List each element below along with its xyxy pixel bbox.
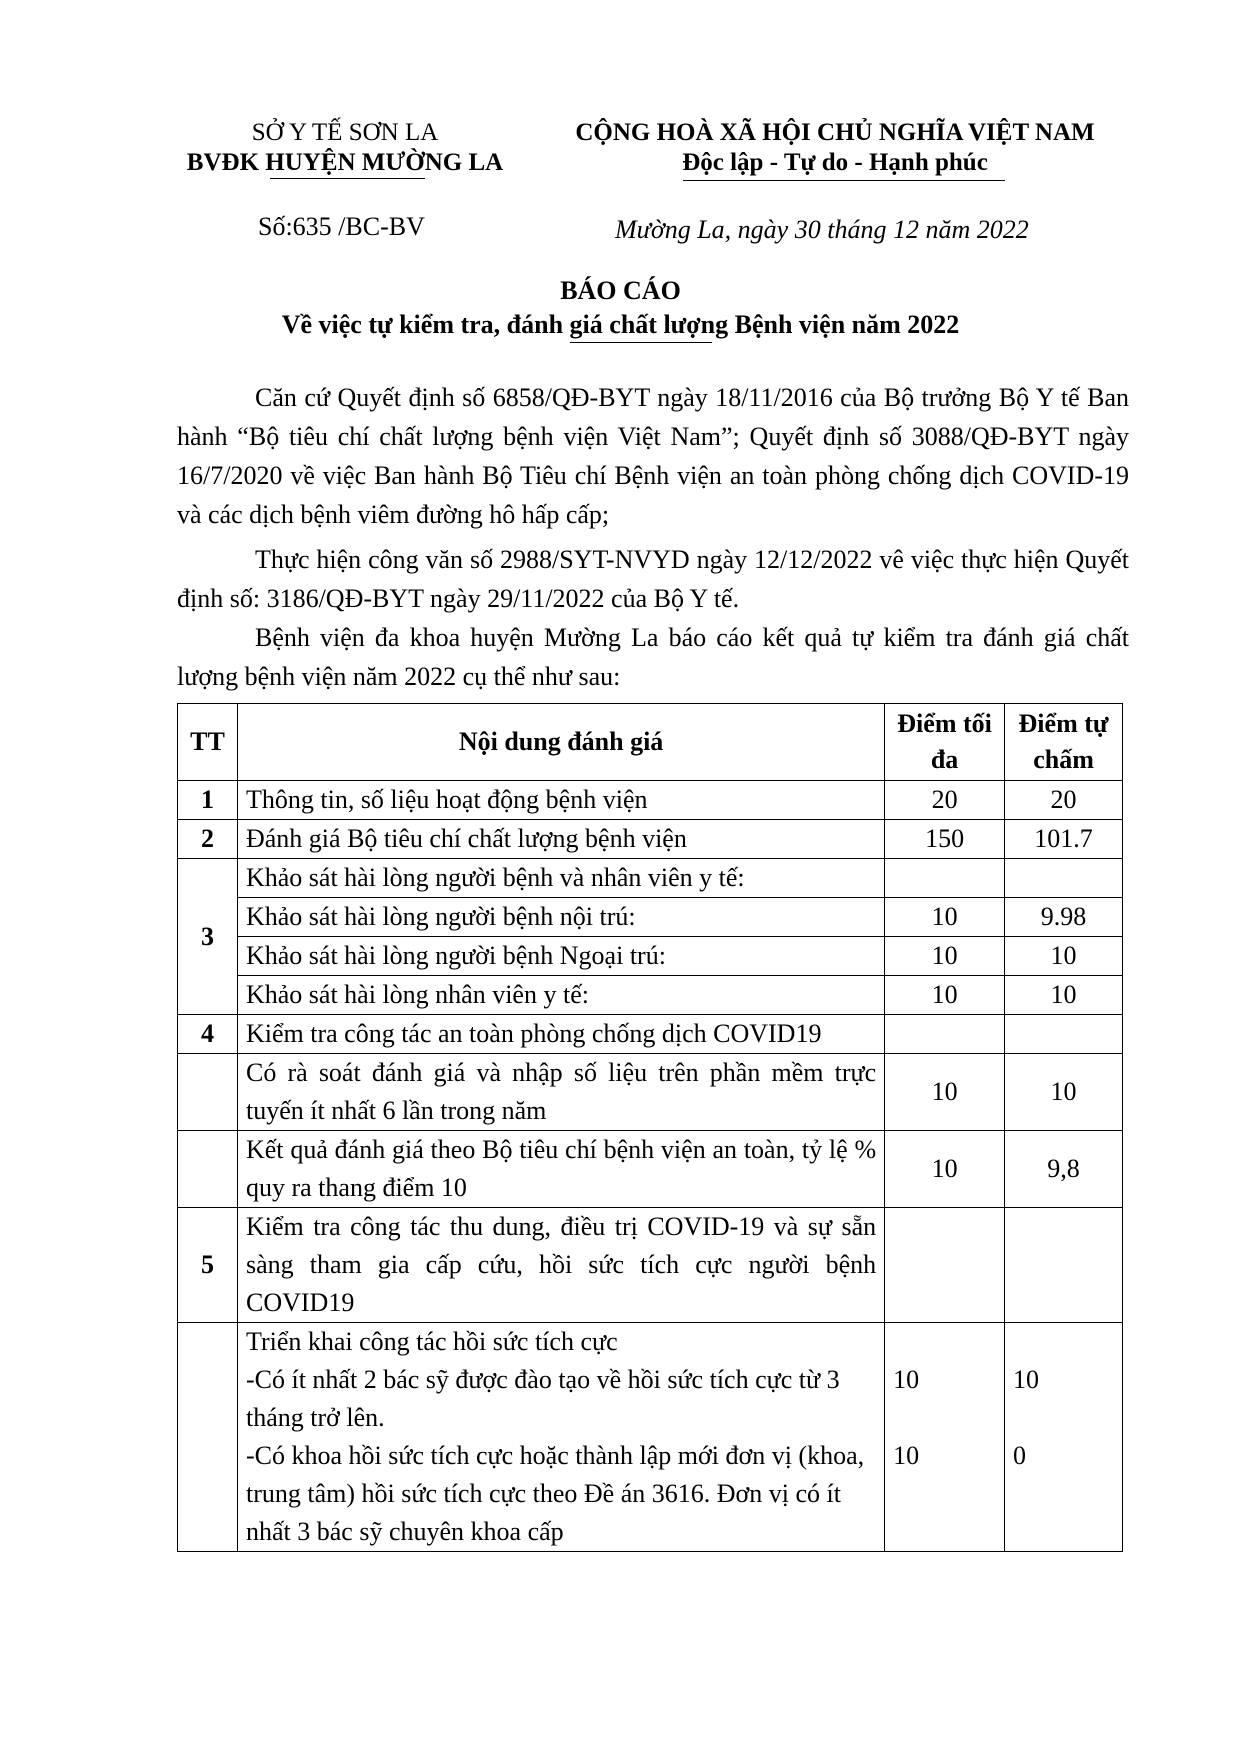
report-subtitle: Về việc tự kiểm tra, đánh giá chất lượng Bệnh viện năm 2022 <box>281 310 960 339</box>
row-content: Thông tin, số liệu hoạt động bệnh viện <box>237 781 884 820</box>
paragraph-legal-basis: Căn cứ Quyết định số 6858/QĐ-BYT ngày 18/11/2016 của Bộ trưởng Bộ Y tế Ban hành “Bộ tiêu chí chất lượng bệnh viện Việt Nam”; Quyết định số 3088/QĐ-BYT ngày 16/7/2020 về việc Ban hành Bộ Tiêu chí Bệnh viện an toàn phòng chống dịch COVID-19 và các dịch bệnh viêm đường hô hấp cấp; <box>177 383 1129 529</box>
row-max-score <box>885 859 1005 898</box>
row-tt: 2 <box>178 820 238 859</box>
row-max-score: 10 <box>885 1131 1005 1208</box>
row-content <box>237 1323 884 1552</box>
row-tt: 5 <box>178 1208 238 1323</box>
icu-item-unit: -Có khoa hồi sức tích cực hoặc thành lập mới đơn vị (khoa, trung tâm) hồi sức tích cực theo Đề án 3616. Đơn vị có ít nhất 3 bác sỹ chuyên khoa cấp <box>245 1441 865 1546</box>
paragraph-implementation: Thực hiện công văn số 2988/SYT-NVYD ngày 12/12/2022 vê việc thực hiện Quyết định số: 3186/QĐ-BYT ngày 29/11/2022 của Bộ Y tế. <box>177 545 1129 613</box>
motto-underline <box>683 180 1005 181</box>
document-number: Số:635 /BC-BV <box>258 212 425 241</box>
row-self-score <box>1005 1208 1123 1323</box>
row-self-score: 10 <box>1005 976 1123 1015</box>
row-max-score: 10 <box>885 976 1005 1015</box>
row-max-score: 10 <box>885 898 1005 937</box>
header-self-score: Điểm tự chấm <box>1005 704 1123 781</box>
row-content: Kiểm tra công tác an toàn phòng chống dịch COVID19 <box>237 1015 884 1054</box>
row-self-score: 20 <box>1005 781 1123 820</box>
row-tt: 3 <box>178 859 238 1015</box>
table-row <box>178 1208 1123 1323</box>
header-max-score: Điểm tối đa <box>885 704 1005 781</box>
header-content: Nội dung đánh giá <box>237 704 884 781</box>
report-title: BÁO CÁO <box>560 276 681 305</box>
icu-heading: Triển khai công tác hồi sức tích cực <box>245 1327 618 1356</box>
table-row <box>178 976 1123 1015</box>
paragraph-report-intro: Bệnh viện đa khoa huyện Mường La báo cáo kết quả tự kiểm tra đánh giá chất lượng bệnh viện năm 2022 cụ thể như sau: <box>177 623 1129 691</box>
header-tt: TT <box>178 704 238 781</box>
table-row <box>178 898 1123 937</box>
row-self-score <box>1005 1015 1123 1054</box>
document-date: Mường La, ngày 30 tháng 12 năm 2022 <box>615 215 1029 244</box>
row-max-score <box>885 1323 1005 1552</box>
icu-item-doctors-max: 10 <box>893 1365 920 1394</box>
agency-name: BVĐK HUYỆN MƯỜNG LA <box>186 149 504 176</box>
agency-header <box>160 118 530 178</box>
row-max-score: 10 <box>885 1054 1005 1131</box>
row-self-score: 10 <box>1005 1054 1123 1131</box>
agency-parent: SỞ Y TẾ SƠN LA <box>251 119 439 146</box>
report-body <box>177 378 1129 696</box>
row-content: Có rà soát đánh giá và nhập số liệu trên phần mềm trực tuyến ít nhất 6 lần trong năm <box>237 1054 884 1131</box>
table-row <box>178 820 1123 859</box>
icu-item-doctors-self: 10 <box>1013 1365 1040 1394</box>
row-max-score <box>885 1015 1005 1054</box>
row-self-score <box>1005 1323 1123 1552</box>
table-row <box>178 781 1123 820</box>
row-self-score <box>1005 859 1123 898</box>
row-content: Đánh giá Bộ tiêu chí chất lượng bệnh viện <box>237 820 884 859</box>
icu-item-unit-max: 10 <box>893 1441 920 1470</box>
row-self-score: 9.98 <box>1005 898 1123 937</box>
row-max-score <box>885 1208 1005 1323</box>
row-content: Khảo sát hài lòng người bệnh và nhân viên y tế: <box>237 859 884 898</box>
national-motto: Độc lập - Tự do - Hạnh phúc <box>682 149 988 176</box>
icu-item-doctors: -Có ít nhất 2 bác sỹ được đào tạo về hồi sức tích cực từ 3 tháng trở lên. <box>245 1365 840 1432</box>
row-tt <box>178 1054 238 1131</box>
table-row <box>178 859 1123 898</box>
row-tt: 1 <box>178 781 238 820</box>
agency-underline <box>270 178 425 179</box>
row-content: Khảo sát hài lòng người bệnh nội trú: <box>237 898 884 937</box>
subtitle-underline <box>570 342 712 343</box>
table-header-row <box>178 704 1123 781</box>
row-self-score: 101.7 <box>1005 820 1123 859</box>
row-content: Kết quả đánh giá theo Bộ tiêu chí bệnh viện an toàn, tỷ lệ % quy ra thang điểm 10 <box>237 1131 884 1208</box>
row-max-score: 20 <box>885 781 1005 820</box>
row-tt <box>178 1131 238 1208</box>
row-content: Khảo sát hài lòng nhân viên y tế: <box>237 976 884 1015</box>
country-name: CỘNG HOÀ XÃ HỘI CHỦ NGHĨA VIỆT NAM <box>575 119 1095 146</box>
row-tt: 4 <box>178 1015 238 1054</box>
table-row <box>178 1015 1123 1054</box>
row-max-score: 150 <box>885 820 1005 859</box>
row-content: Khảo sát hài lòng người bệnh Ngoại trú: <box>237 937 884 976</box>
table-row <box>178 1054 1123 1131</box>
table-row <box>178 937 1123 976</box>
table-row <box>178 1131 1123 1208</box>
row-content: Kiểm tra công tác thu dung, điều trị COVID-19 và sự sẵn sàng tham gia cấp cứu, hồi sức tích cực người bệnh COVID19 <box>237 1208 884 1323</box>
row-max-score: 10 <box>885 937 1005 976</box>
row-self-score: 9,8 <box>1005 1131 1123 1208</box>
table-row <box>178 1323 1123 1552</box>
evaluation-table <box>177 703 1123 1552</box>
row-self-score: 10 <box>1005 937 1123 976</box>
icu-item-unit-self: 0 <box>1013 1441 1027 1470</box>
row-tt <box>178 1323 238 1552</box>
national-header <box>540 118 1130 178</box>
